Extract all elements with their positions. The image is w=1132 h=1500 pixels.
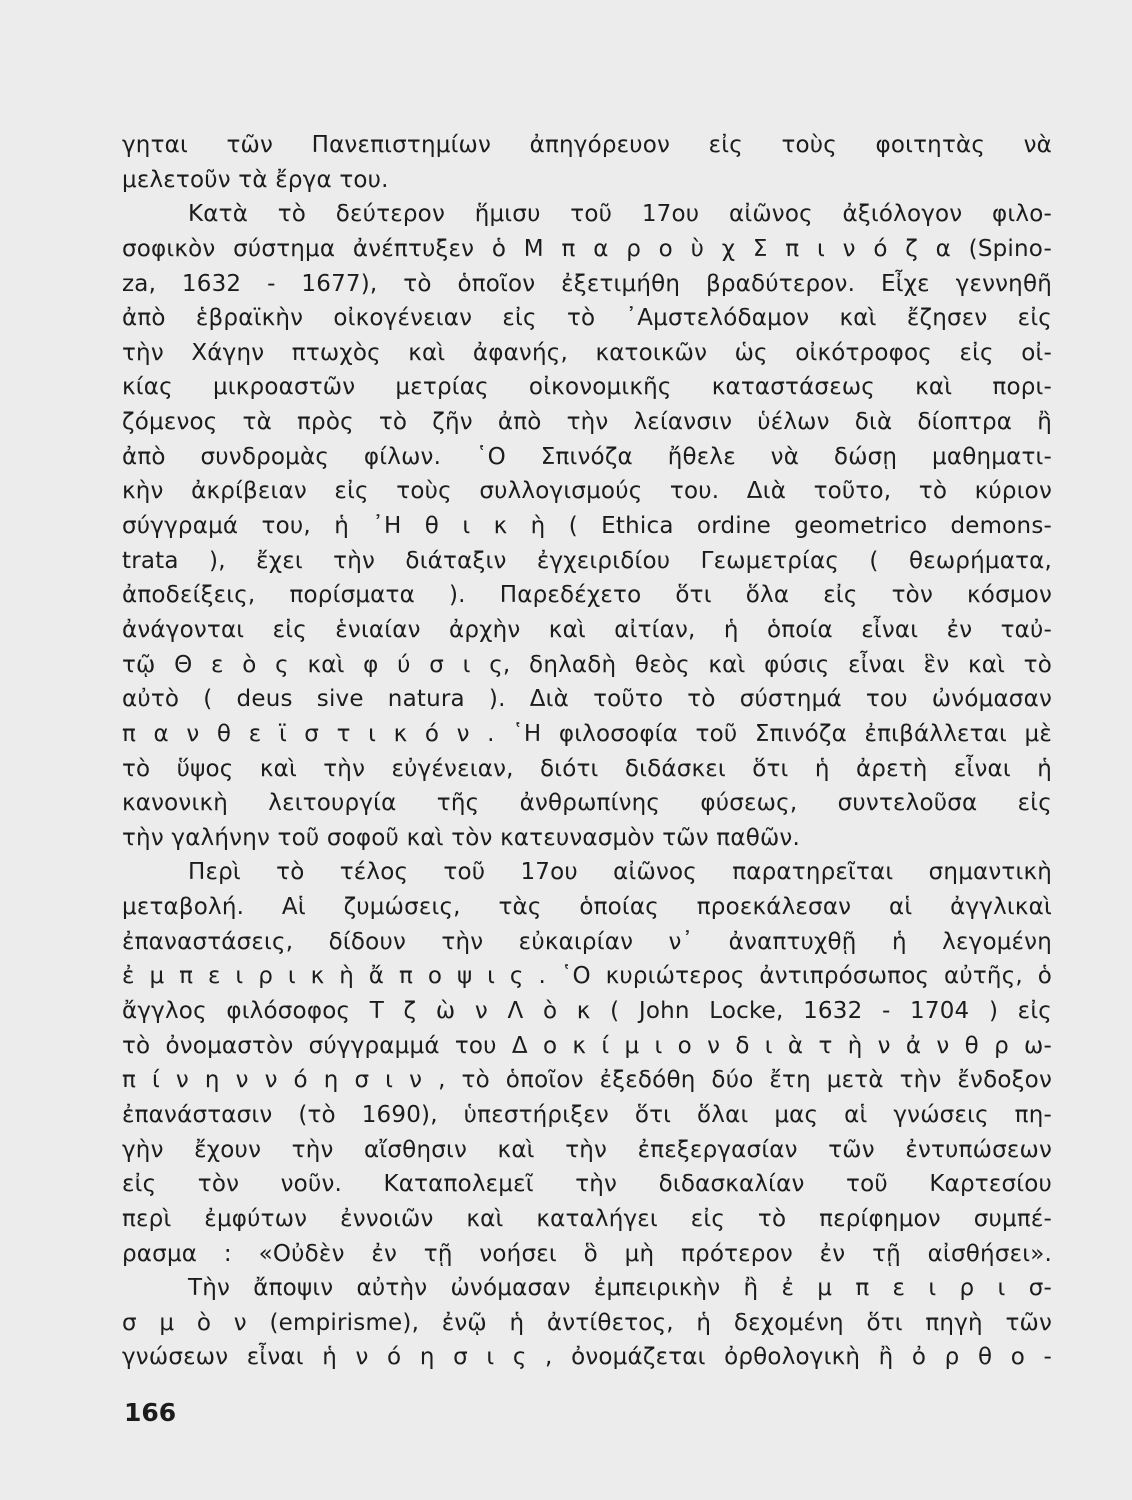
text-line: μεταβολή. Αἱ ζυμώσεις, τὰς ὁποίας προεκάλεσαν αἱ ἀγγλικαὶ xyxy=(122,894,1052,921)
text-line: π α ν θ ε ϊ σ τ ι κ ό ν . ῾Η φιλοσοφία τοῦ Σπινόζα ἐπιβάλλεται μὲ xyxy=(122,720,1052,747)
text-line: ἐπανάστασιν (τὸ 1690), ὑπεστήριξεν ὅτι ὅλαι μας αἱ γνώσεις πη- xyxy=(122,1101,1052,1128)
text-line: περὶ ἐμφύτων ἐννοιῶν καὶ καταλήγει εἰς τὸ περίφημον συμπέ- xyxy=(122,1205,1052,1232)
text-line: γηται τῶν Πανεπιστημίων ἀπηγόρευον εἰς τοὺς φοιτητὰς νὰ xyxy=(122,132,1052,158)
text-line: za, 1632 - 1677), τὸ ὁποῖον ἐξετιμήθη βραδύτερον. Εἶχε γεννηθῆ xyxy=(122,270,1052,297)
text-line: γὴν ἔχουν τὴν αἴσθησιν καὶ τὴν ἐπεξεργασίαν τῶν ἐντυπώσεων xyxy=(122,1136,1052,1163)
text-line: τὸ ὀνομαστὸν σύγγραμμά του Δ ο κ ί μ ι ο ν δ ι ὰ τ ὴ ν ἀ ν θ ρ ω- xyxy=(122,1032,1052,1059)
text-line: μελετοῦν τὰ ἔργα του. xyxy=(122,166,389,193)
text-line: ἀπὸ συνδρομὰς φίλων. ῾Ο Σπινόζα ἤθελε νὰ δώσῃ μαθηματι- xyxy=(122,443,1052,470)
text-line: αὐτὸ ( deus sive natura ). Διὰ τοῦτο τὸ σύστημά του ὠνόμασαν xyxy=(122,686,1052,713)
text-line: σοφικὸν σύστημα ἀνέπτυξεν ὁ Μ π α ρ ο ὺ χ Σ π ι ν ό ζ α (Spino- xyxy=(122,235,1052,262)
text-line: κὴν ἀκρίβειαν εἰς τοὺς συλλογισμούς του. Διὰ τοῦτο, τὸ κύριον xyxy=(122,478,1052,505)
text-line: τὴν Χάγην πτωχὸς καὶ ἀφανής, κατοικῶν ὡς οἰκότροφος εἰς οἰ- xyxy=(122,339,1052,366)
page-number: 166 xyxy=(124,1398,177,1427)
text-line: ἀπὸ ἑβραϊκὴν οἰκογένειαν εἰς τὸ ᾿Αμστελόδαμον καὶ ἔζησεν εἰς xyxy=(122,305,1052,332)
text-line: ρασμα : «Οὐδὲν ἐν τῇ νοήσει ὃ μὴ πρότερον ἐν τῇ αἰσθήσει». xyxy=(122,1240,1052,1267)
text-line: σ μ ὸ ν (empirisme), ἐνῷ ἡ ἀντίθετος, ἡ δεχομένη ὅτι πηγὴ τῶν xyxy=(122,1309,1052,1336)
text-line: ἀποδείξεις, πορίσματα ). Παρεδέχετο ὅτι ὅλα εἰς τὸν κόσμον xyxy=(122,582,1052,609)
text-line: τὴν γαλήνην τοῦ σοφοῦ καὶ τὸν κατευνασμὸν τῶν παθῶν. xyxy=(122,824,800,851)
text-line: τὸ ὕψος καὶ τὴν εὐγένειαν, διότι διδάσκει ὅτι ἡ ἀρετὴ εἶναι ἡ xyxy=(122,755,1052,782)
text-line: εἰς τὸν νοῦν. Καταπολεμεῖ τὴν διδασκαλίαν τοῦ Καρτεσίου xyxy=(122,1171,1052,1198)
text-line: π ί ν η ν ν ό η σ ι ν , τὸ ὁποῖον ἐξεδόθη δύο ἔτη μετὰ τὴν ἔνδοξον xyxy=(122,1067,1052,1094)
text-line: ἐ μ π ε ι ρ ι κ ὴ ἄ π ο ψ ι ς . ῾Ο κυριώτερος ἀντιπρόσωπος αὐτῆς, ὁ xyxy=(122,963,1052,990)
text-line: Περὶ τὸ τέλος τοῦ 17ου αἰῶνος παρατηρεῖται σημαντικὴ xyxy=(188,859,1052,886)
text-line: Κατὰ τὸ δεύτερον ἥμισυ τοῦ 17ου αἰῶνος ἀξιόλογον φιλο- xyxy=(188,201,1052,228)
text-line: trata ), ἔχει τὴν διάταξιν ἐγχειριδίου Γεωμετρίας ( θεωρήματα, xyxy=(122,547,1052,574)
text-line: κανονικὴ λειτουργία τῆς ἀνθρωπίνης φύσεως, συντελοῦσα εἰς xyxy=(122,790,1052,817)
text-line: κίας μικροαστῶν μετρίας οἰκονομικῆς καταστάσεως καὶ πορι- xyxy=(122,374,1052,401)
text-line: ζόμενος τὰ πρὸς τὸ ζῆν ἀπὸ τὴν λείανσιν ὑέλων διὰ δίοπτρα ἢ xyxy=(122,409,1052,436)
text-line: Τὴν ἄποψιν αὐτὴν ὠνόμασαν ἐμπειρικὴν ἢ ἐ μ π ε ι ρ ι σ- xyxy=(188,1275,1052,1302)
text-line: ἄγγλος φιλόσοφος Τ ζ ὼ ν Λ ὸ κ ( John Locke, 1632 - 1704 ) εἰς xyxy=(122,998,1052,1025)
text-line: γνώσεων εἶναι ἡ ν ό η σ ι ς , ὀνομάζεται ὀρθολογικὴ ἢ ὀ ρ θ ο - xyxy=(122,1344,1052,1371)
body-text xyxy=(122,128,1052,1375)
text-line: τῷ Θ ε ὸ ς καὶ φ ύ σ ι ς, δηλαδὴ θεὸς καὶ φύσις εἶναι ἓν καὶ τὸ xyxy=(122,651,1052,678)
text-line: σύγγραμά του, ἡ ᾿Η θ ι κ ὴ ( Ethica ordine geometrico demons- xyxy=(122,513,1052,540)
text-line: ἐπαναστάσεις, δίδουν τὴν εὐκαιρίαν ν᾿ ἀναπτυχθῇ ἡ λεγομένη xyxy=(122,928,1052,955)
text-line: ἀνάγονται εἰς ἑνιαίαν ἀρχὴν καὶ αἰτίαν, ἡ ὁποία εἶναι ἐν ταὐ- xyxy=(122,616,1052,643)
